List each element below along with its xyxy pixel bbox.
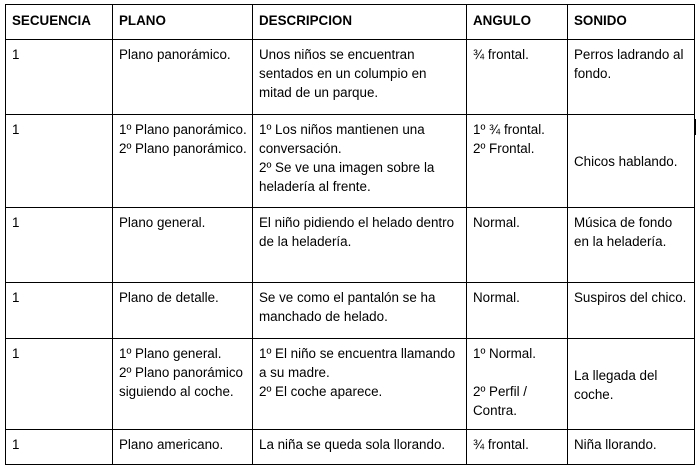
header-row — [6, 5, 695, 40]
cell-secuencia: 1 — [6, 40, 113, 115]
cell-descripcion: Unos niños se encuentran sentados en un columpio en mitad de un parque. — [253, 40, 467, 115]
cell-plano: 1º Plano panorámico. 2º Plano panorámico. — [113, 115, 253, 208]
cell-angulo: ¾ frontal. — [467, 40, 568, 115]
cell-secuencia: 1 — [6, 283, 113, 339]
cell-descripcion: La niña se queda sola llorando. — [253, 430, 467, 465]
cell-angulo: Normal. — [467, 208, 568, 283]
header-secuencia: SECUENCIA — [6, 5, 113, 40]
table-row — [6, 115, 695, 208]
cell-secuencia: 1 — [6, 430, 113, 465]
storyboard-table — [5, 4, 695, 465]
cell-secuencia: 1 — [6, 208, 113, 283]
cell-sonido: Niña llorando. — [568, 430, 695, 465]
cell-descripcion: 1º El niño se encuentra llamando a su madre. 2º El coche aparece. — [253, 339, 467, 430]
cell-sonido: Perros ladrando al fondo. — [568, 40, 695, 115]
header-plano: PLANO — [113, 5, 253, 40]
cell-descripcion: Se ve como el pantalón se ha manchado de helado. — [253, 283, 467, 339]
edge-marker — [694, 119, 696, 135]
cell-sonido: Suspiros del chico. — [568, 283, 695, 339]
cell-angulo: ¾ frontal. — [467, 430, 568, 465]
cell-descripcion: El niño pidiendo el helado dentro de la heladería. — [253, 208, 467, 283]
cell-sonido: Música de fondo en la heladería. — [568, 208, 695, 283]
table-row — [6, 40, 695, 115]
table-row — [6, 430, 695, 465]
cell-sonido: La llegada del coche. — [568, 339, 695, 430]
cell-plano: Plano de detalle. — [113, 283, 253, 339]
cell-plano: 1º Plano general. 2º Plano panorámico siguiendo al coche. — [113, 339, 253, 430]
cell-plano: Plano americano. — [113, 430, 253, 465]
header-angulo: ANGULO — [467, 5, 568, 40]
cell-plano: Plano general. — [113, 208, 253, 283]
table-row — [6, 339, 695, 430]
header-sonido: SONIDO — [568, 5, 695, 40]
cell-angulo: 1º Normal. 2º Perfil / Contra. — [467, 339, 568, 430]
cell-plano: Plano panorámico. — [113, 40, 253, 115]
header-descripcion: DESCRIPCION — [253, 5, 467, 40]
table-row — [6, 208, 695, 283]
cell-angulo: 1º ¾ frontal. 2º Frontal. — [467, 115, 568, 208]
cell-secuencia: 1 — [6, 115, 113, 208]
cell-descripcion: 1º Los niños mantienen una conversación. 2º Se ve una imagen sobre la heladería al frente. — [253, 115, 467, 208]
cell-secuencia: 1 — [6, 339, 113, 430]
cell-angulo: Normal. — [467, 283, 568, 339]
cell-sonido: Chicos hablando. — [568, 115, 695, 208]
table-row — [6, 283, 695, 339]
